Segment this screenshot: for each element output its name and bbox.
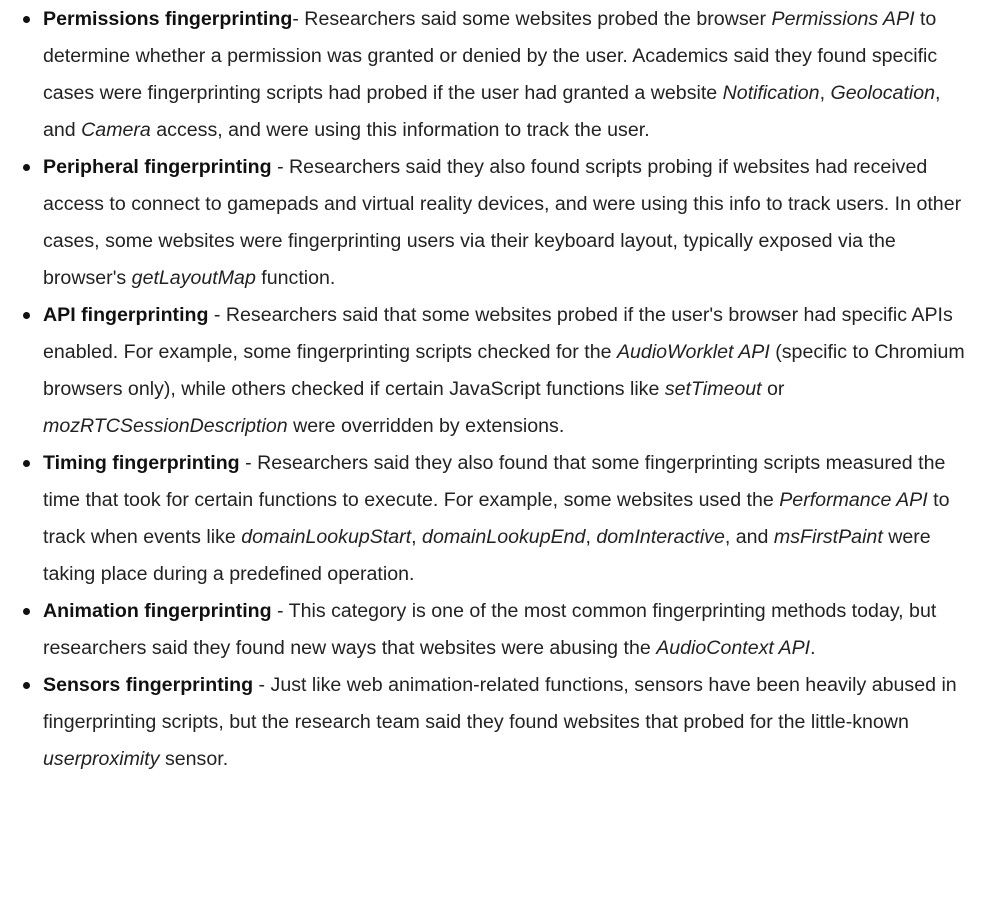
bullet-dot-icon	[23, 460, 30, 467]
item-text: - Researchers said they also found scripts probing if websites had received access to connect to gamepads and virtual reality devices, and were using this info to track users. In other cases, some websites were fingerprinting users via their keyboard layout, typically exposed via the browser's	[43, 156, 962, 289]
list-item	[43, 593, 973, 667]
item-text: - Researchers said some websites probed the browser	[292, 8, 772, 30]
italic-term: AudioContext API	[656, 637, 811, 659]
bullet-dot-icon	[23, 164, 30, 171]
italic-term: domainLookupStart	[241, 526, 412, 548]
item-term: Sensors fingerprinting	[43, 674, 254, 696]
item-text: - Researchers said they also found that some fingerprinting scripts measured the time that took for certain functions to execute. For example, some websites used the	[43, 452, 946, 511]
bullet-dot-icon	[23, 682, 30, 689]
list-item	[43, 149, 973, 297]
item-text: - Researchers said that some websites probed if the user's browser had specific APIs enabled. For example, some fingerprinting scripts checked for the	[43, 304, 953, 363]
item-text: were taking place during a predefined operation.	[43, 526, 931, 585]
item-text: ,	[585, 526, 597, 548]
italic-term: Notification	[722, 82, 820, 104]
item-text: (specific to Chromium browsers only), while others checked if certain JavaScript functions like	[43, 341, 965, 400]
item-text: to track when events like	[43, 489, 950, 548]
list-item	[43, 667, 973, 778]
item-text: function.	[255, 267, 336, 289]
item-text: , and	[724, 526, 774, 548]
item-text: ,	[819, 82, 831, 104]
item-text: .	[810, 637, 816, 659]
italic-term: domInteractive	[596, 526, 725, 548]
item-text: were overridden by extensions.	[287, 415, 565, 437]
italic-term: Camera	[81, 119, 151, 141]
italic-term: msFirstPaint	[773, 526, 883, 548]
item-term: API fingerprinting	[43, 304, 209, 326]
bullet-dot-icon	[23, 312, 30, 319]
italic-term: mozRTCSessionDescription	[43, 415, 288, 437]
item-term: Animation fingerprinting	[43, 600, 272, 622]
list-item	[43, 1, 973, 149]
list-item	[43, 297, 973, 445]
item-term: Timing fingerprinting	[43, 452, 240, 474]
bullet-dot-icon	[23, 16, 30, 23]
italic-term: Geolocation	[830, 82, 936, 104]
item-text: sensor.	[159, 748, 229, 770]
item-text: ,	[411, 526, 423, 548]
italic-term: getLayoutMap	[131, 267, 256, 289]
italic-term: setTimeout	[664, 378, 762, 400]
item-text: , and	[43, 82, 941, 141]
italic-term: Permissions API	[771, 8, 915, 30]
list-item	[43, 445, 973, 593]
item-text: - Just like web animation-related functions, sensors have been heavily abused in fingerprinting scripts, but the research team said they found websites that probed for the little-known	[43, 674, 957, 733]
item-term: Permissions fingerprinting	[43, 8, 293, 30]
item-text: - This category is one of the most common fingerprinting methods today, but researchers said they found new ways that websites were abusing the	[43, 600, 937, 659]
item-text: access, and were using this information to track the user.	[150, 119, 650, 141]
italic-term: Performance API	[779, 489, 928, 511]
italic-term: userproximity	[43, 748, 160, 770]
italic-term: domainLookupEnd	[422, 526, 586, 548]
item-text: to determine whether a permission was granted or denied by the user. Academics said they found specific cases were fingerprinting scripts had probed if the user had granted a website	[43, 8, 938, 104]
item-text: or	[761, 378, 785, 400]
italic-term: AudioWorklet API	[616, 341, 770, 363]
bullet-dot-icon	[23, 608, 30, 615]
item-term: Peripheral fingerprinting	[43, 156, 272, 178]
